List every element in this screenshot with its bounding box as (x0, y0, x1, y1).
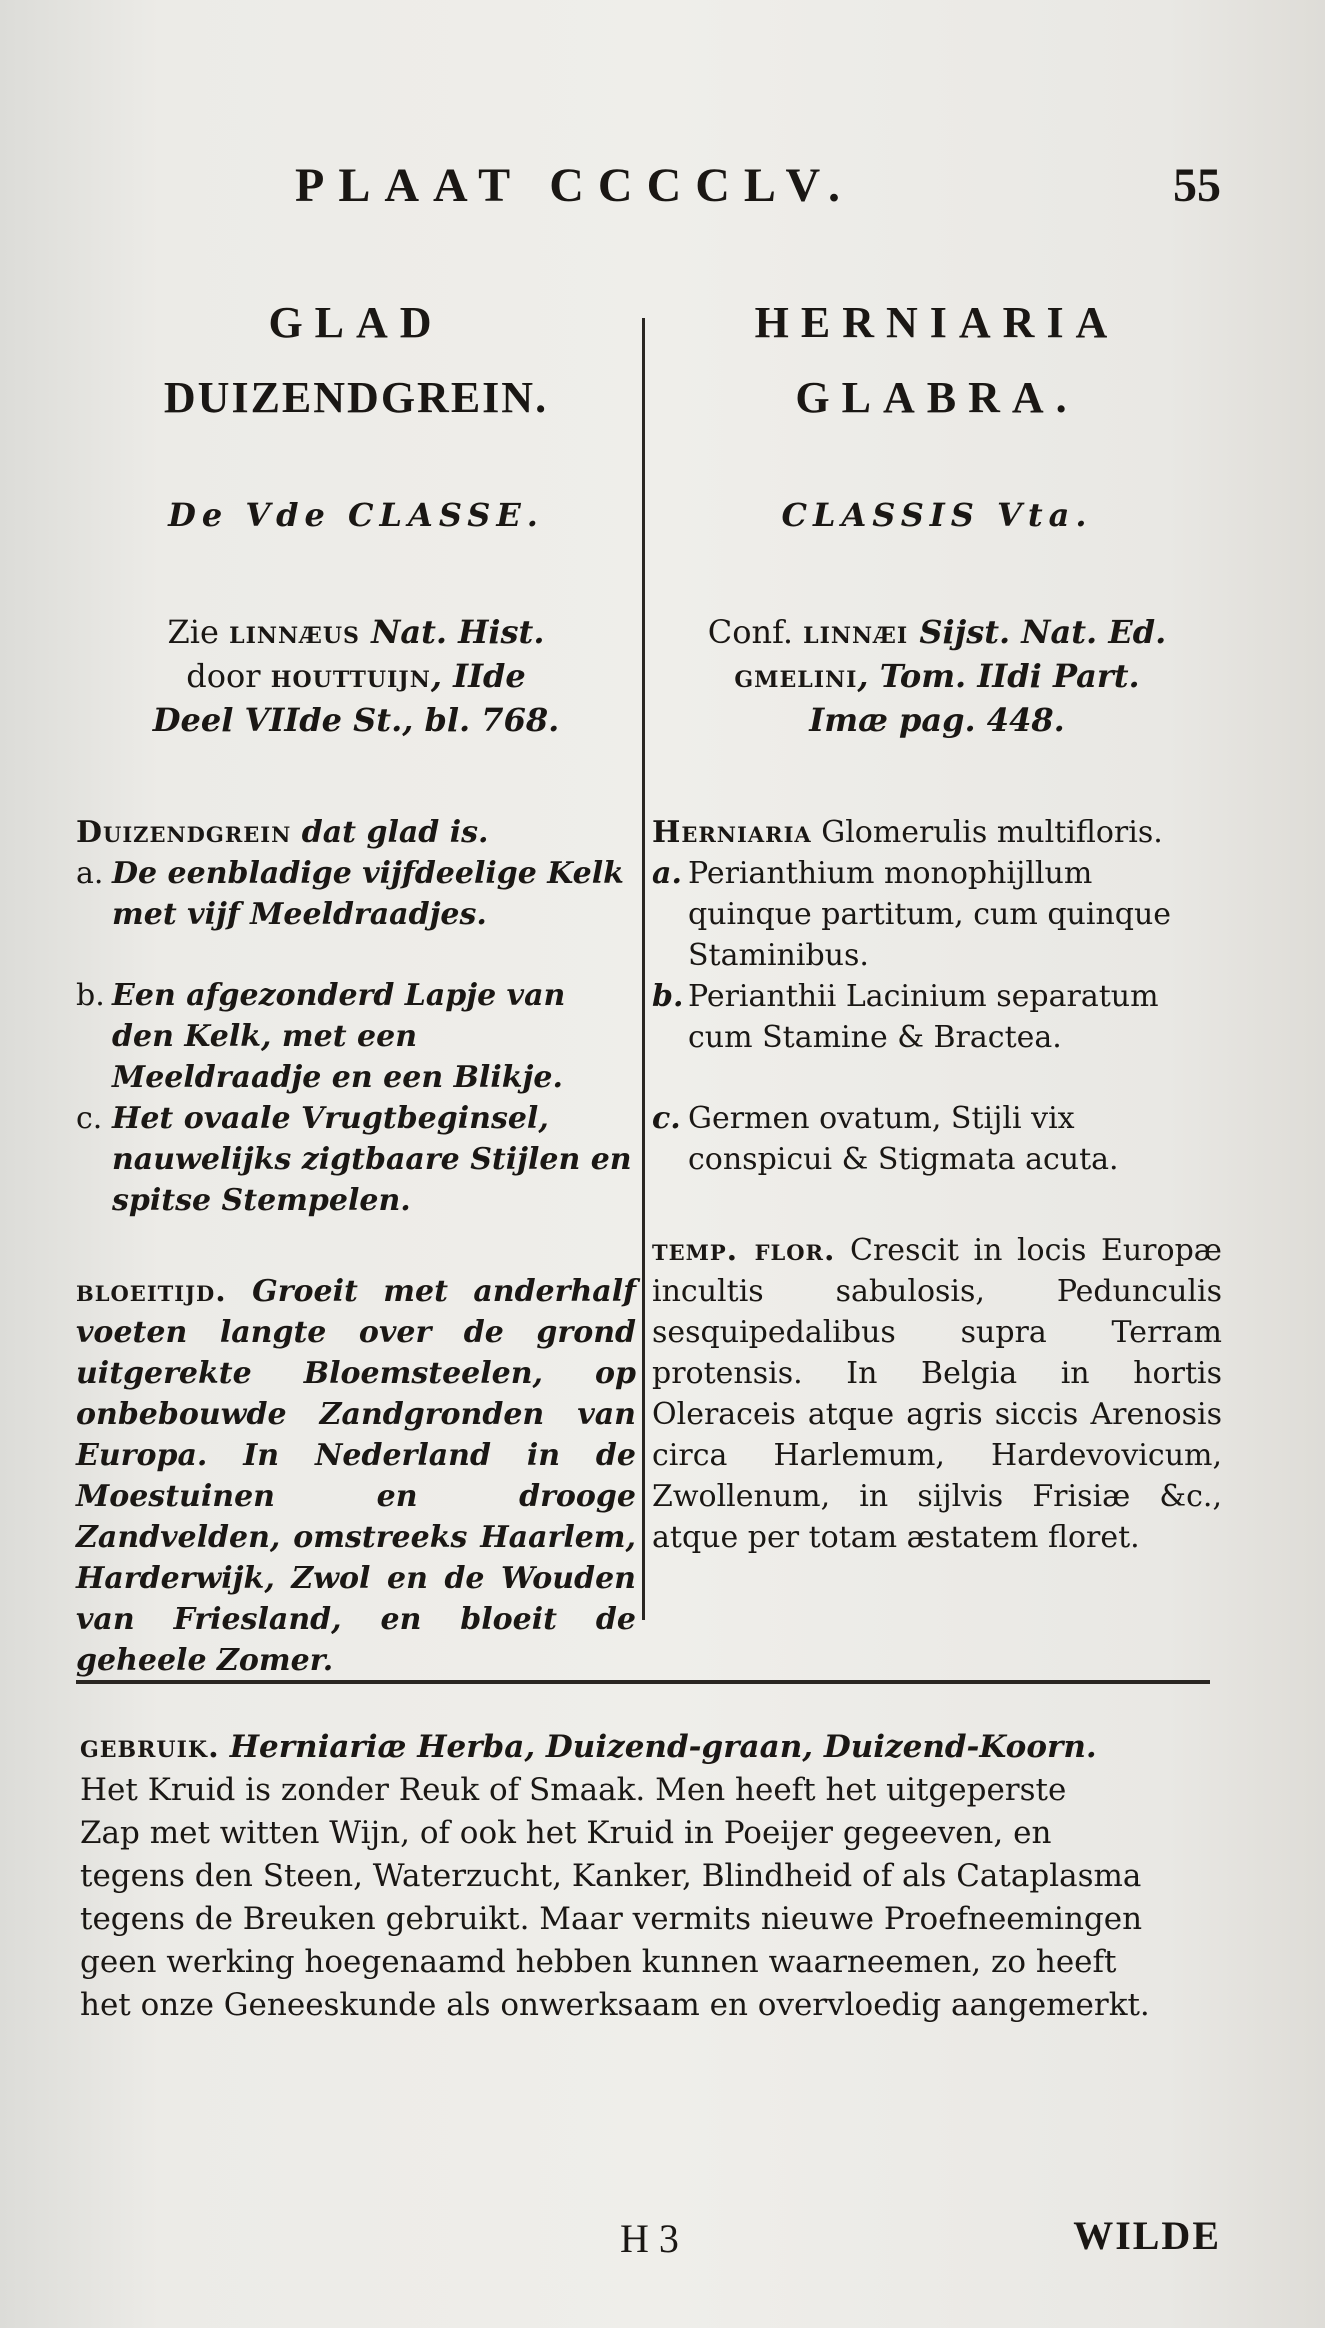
latin-ref-line1: Conf. linnæi Sijst. Nat. Ed. (707, 613, 1167, 651)
latin-column (652, 288, 1222, 1558)
latin-title-line1: HERNIARIA (754, 298, 1120, 347)
dutch-ref-line3: Deel VIIde St., bl. 768. (152, 701, 560, 739)
dutch-item-b: b. Een afgezonderd Lapje van den Kelk, met een Meeldraadje en een Blikje. (76, 978, 566, 1095)
latin-classis: CLASSIS Vta. (781, 496, 1093, 534)
latin-ref-line3: Imæ pag. 448. (809, 701, 1065, 739)
usage-line: Het Kruid is zonder Reuk of Smaak. Men heeft het uitgeperste (80, 1772, 1067, 1808)
usage-line: tegens de Breuken gebruikt. Maar vermits nieuwe Proefneemingen (80, 1901, 1143, 1937)
dutch-description (76, 812, 636, 1221)
latin-desc-heading: Herniaria Glomerulis multifloris. (652, 815, 1163, 850)
dutch-flowering: bloeitijd. Groeit met anderhalf voeten langte over de grond uitgerekte Bloemsteelen, op onbebouwde Zandgronden van Europa. In Nederland in de Moestuinen en drooge Zandvelden, omstreeks Haarlem, Harderwijk, Zwol en de Wouden van Friesland, en bloeit de geheele Zomer. (76, 1274, 636, 1678)
dutch-column (76, 288, 636, 1681)
latin-item-a: a. Perianthium monophijllum quinque partitum, cum quinque Staminibus. (652, 856, 1172, 973)
usage-section (80, 1726, 1220, 2027)
usage-line: tegens den Steen, Waterzucht, Kanker, Blindheid of als Cataplasma (80, 1858, 1142, 1894)
latin-ref-line2: gmelini, Tom. IIdi Part. (734, 657, 1140, 695)
latin-item-c: c. Germen ovatum, Stijli vix conspicui & Stigmata acuta. (652, 1101, 1119, 1177)
dutch-ref-line2: door houttuijn, IIde (186, 657, 526, 695)
dutch-item-c: c. Het ovaale Vrugtbeginsel, nauwelijks zigtbaare Stijlen en spitse Stempelen. (76, 1101, 632, 1218)
column-divider (642, 318, 645, 1620)
dutch-title-line1: GLAD (268, 298, 444, 347)
usage-line: het onze Geneeskunde als onwerksaam en overvloedig aangemerkt. (80, 1987, 1150, 2023)
signature-mark: H 3 (620, 2216, 679, 2261)
latin-title-line2: GLABRA. (795, 373, 1079, 422)
usage-line: geen werking hoegenaamd hebben kunnen waarneemen, zo heeft (80, 1944, 1117, 1980)
page-number: 55 (1173, 159, 1221, 212)
dutch-classis: De Vde CLASSE. (168, 496, 544, 534)
section-rule (76, 1680, 1210, 1684)
latin-flowering: temp. flor. Crescit in locis Europæ incultis sabulosis, Pedunculis sesquipedalibus supra Terram protensis. In Belgia in hortis Oleraceis atque agris siccis Arenosis circa Harlemum, Hardevovicum, Zwollenum, in sijlvis Frisiæ &c., atque per totam æstatem floret. (652, 1233, 1222, 1555)
dutch-desc-heading: Duizendgrein dat glad is. (76, 815, 489, 850)
running-head (0, 158, 1325, 218)
dutch-item-a: a. De eenbladige vijfdeelige Kelk met vijf Meeldraadjes. (76, 856, 624, 932)
dutch-title-line2: DUIZENDGREIN. (163, 373, 549, 422)
plate-title: PLAAT CCCCLV. (295, 159, 854, 212)
dutch-ref-line1: Zie linnæus Nat. Hist. (167, 613, 545, 651)
latin-item-b: b. Perianthii Lacinium separatum cum Stamine & Bractea. (652, 979, 1159, 1055)
dutch-reference (76, 610, 636, 742)
catchword: WILDE (1073, 2213, 1221, 2258)
latin-reference (652, 610, 1222, 742)
usage-heading: gebruik. Herniariæ Herba, Duizend-graan, Duizend-Koorn. (80, 1729, 1097, 1765)
latin-description (652, 812, 1222, 1180)
usage-line: Zap met witten Wijn, of ook het Kruid in Poeijer gegeeven, en (80, 1815, 1052, 1851)
